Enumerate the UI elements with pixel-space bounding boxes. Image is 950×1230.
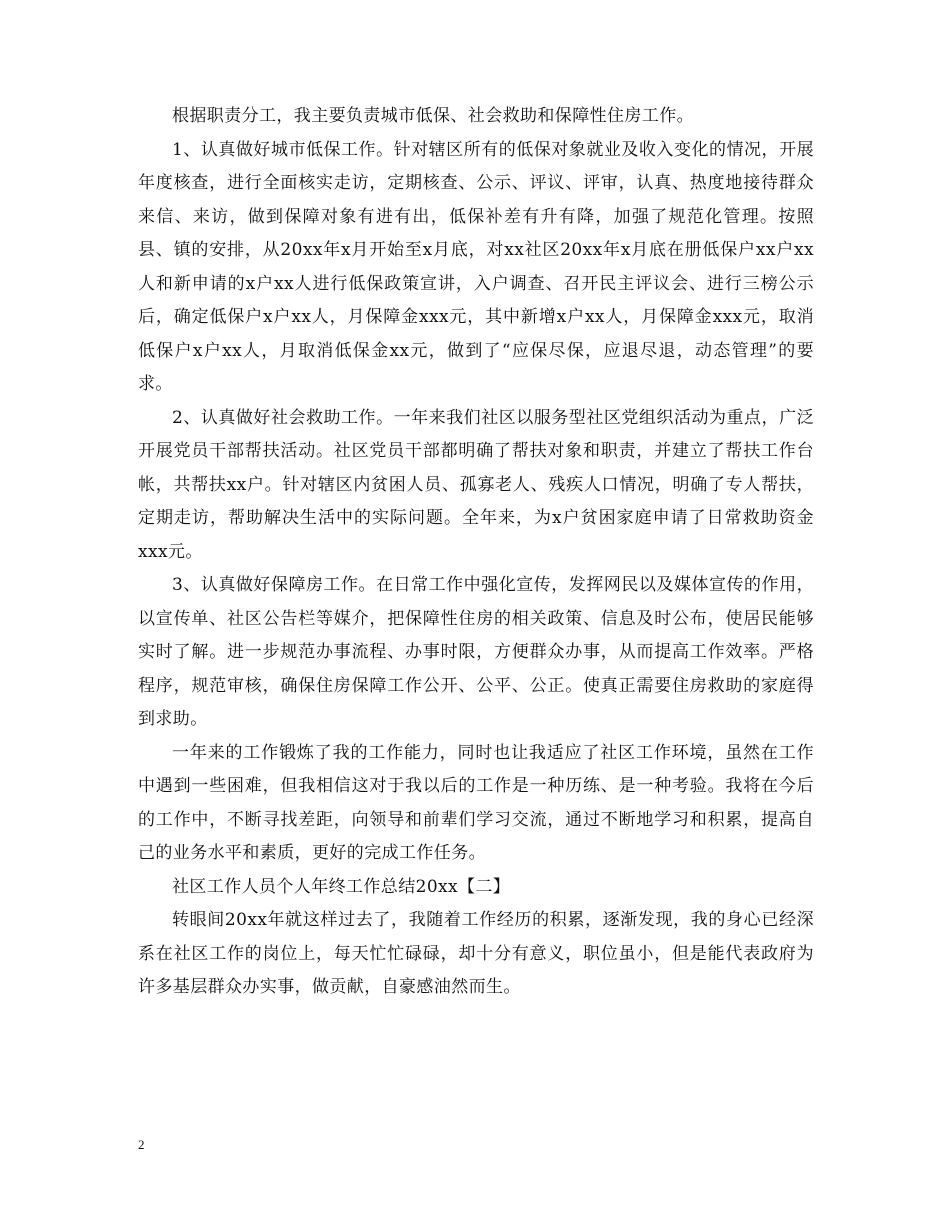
document-body (138, 100, 814, 1005)
housing-paragraph: 3、认真做好保障房工作。在日常工作中强化宣传，发挥网民以及媒体宣传的作用，以宣传单、社区公告栏等媒介，把保障性住房的相关政策、信息及时公布，使居民能够实时了解。进一步规范办事流程、办事时限，方便群众办事，从而提高工作效率。严格程序，规范审核，确保住房保障工作公开、公平、公正。使真正需要住房救助的家庭得到求助。 (138, 575, 814, 729)
reflection-paragraph: 一年来的工作锻炼了我的工作能力，同时也让我适应了社区工作环境，虽然在工作中遇到一些困难，但我相信这对于我以后的工作是一种历练、是一种考验。我将在今后的工作中，不断寻找差距，向领导和前辈们学习交流，通过不断地学习和积累，提高自己的业务水平和素质，更好的完成工作任务。 (138, 742, 814, 863)
social-assistance-paragraph: 2、认真做好社会救助工作。一年来我们社区以服务型社区党组织活动为重点，广泛开展党员干部帮扶活动。社区党员干部都明确了帮扶对象和职责，并建立了帮扶工作台帐，共帮扶xx户。针对辖区内贫困人员、孤寡老人、残疾人口情况，明确了专人帮扶，定期走访，帮助解决生活中的实际问题。全年来，为x户贫困家庭申请了日常救助资金xxx元。 (138, 407, 814, 562)
intro-paragraph: 根据职责分工，我主要负责城市低保、社会救助和保障性住房工作。 (172, 106, 694, 126)
section-heading: 社区工作人员个人年终工作总结20xx【二】 (172, 876, 511, 897)
low-income-paragraph: 1、认真做好城市低保工作。针对辖区所有的低保对象就业及收入变化的情况，开展年度核查，进行全面核实走访，定期核查、公示、评议、评审，认真、热度地接待群众来信、来访，做到保障对象有进有出，低保补差有升有降，加强了规范化管理。按照县、镇的安排，从20xx年x月开始至x月底，对xx社区20xx年x月底在册低保户xx户xx人和新申请的x户xx人进行低保政策宣讲，入户调查、召开民主评议会、进行三榜公示后，确定低保户x户xx人，月保障金xxx元，其中新增x户xx人，月保障金xxx元，取消低保户x户xx人，月取消低保金xx元，做到了“应保尽保，应退尽退，动态管理”的要求。 (138, 139, 814, 394)
page-number: 2 (138, 1137, 145, 1152)
closing-paragraph: 转眼间20xx年就这样过去了，我随着工作经历的积累，逐渐发现，我的身心已经深系在社区工作的岗位上，每天忙忙碌碌，却十分有意义，职位虽小，但是能代表政府为许多基层群众办实事，做贡献，自豪感油然而生。 (138, 910, 814, 997)
